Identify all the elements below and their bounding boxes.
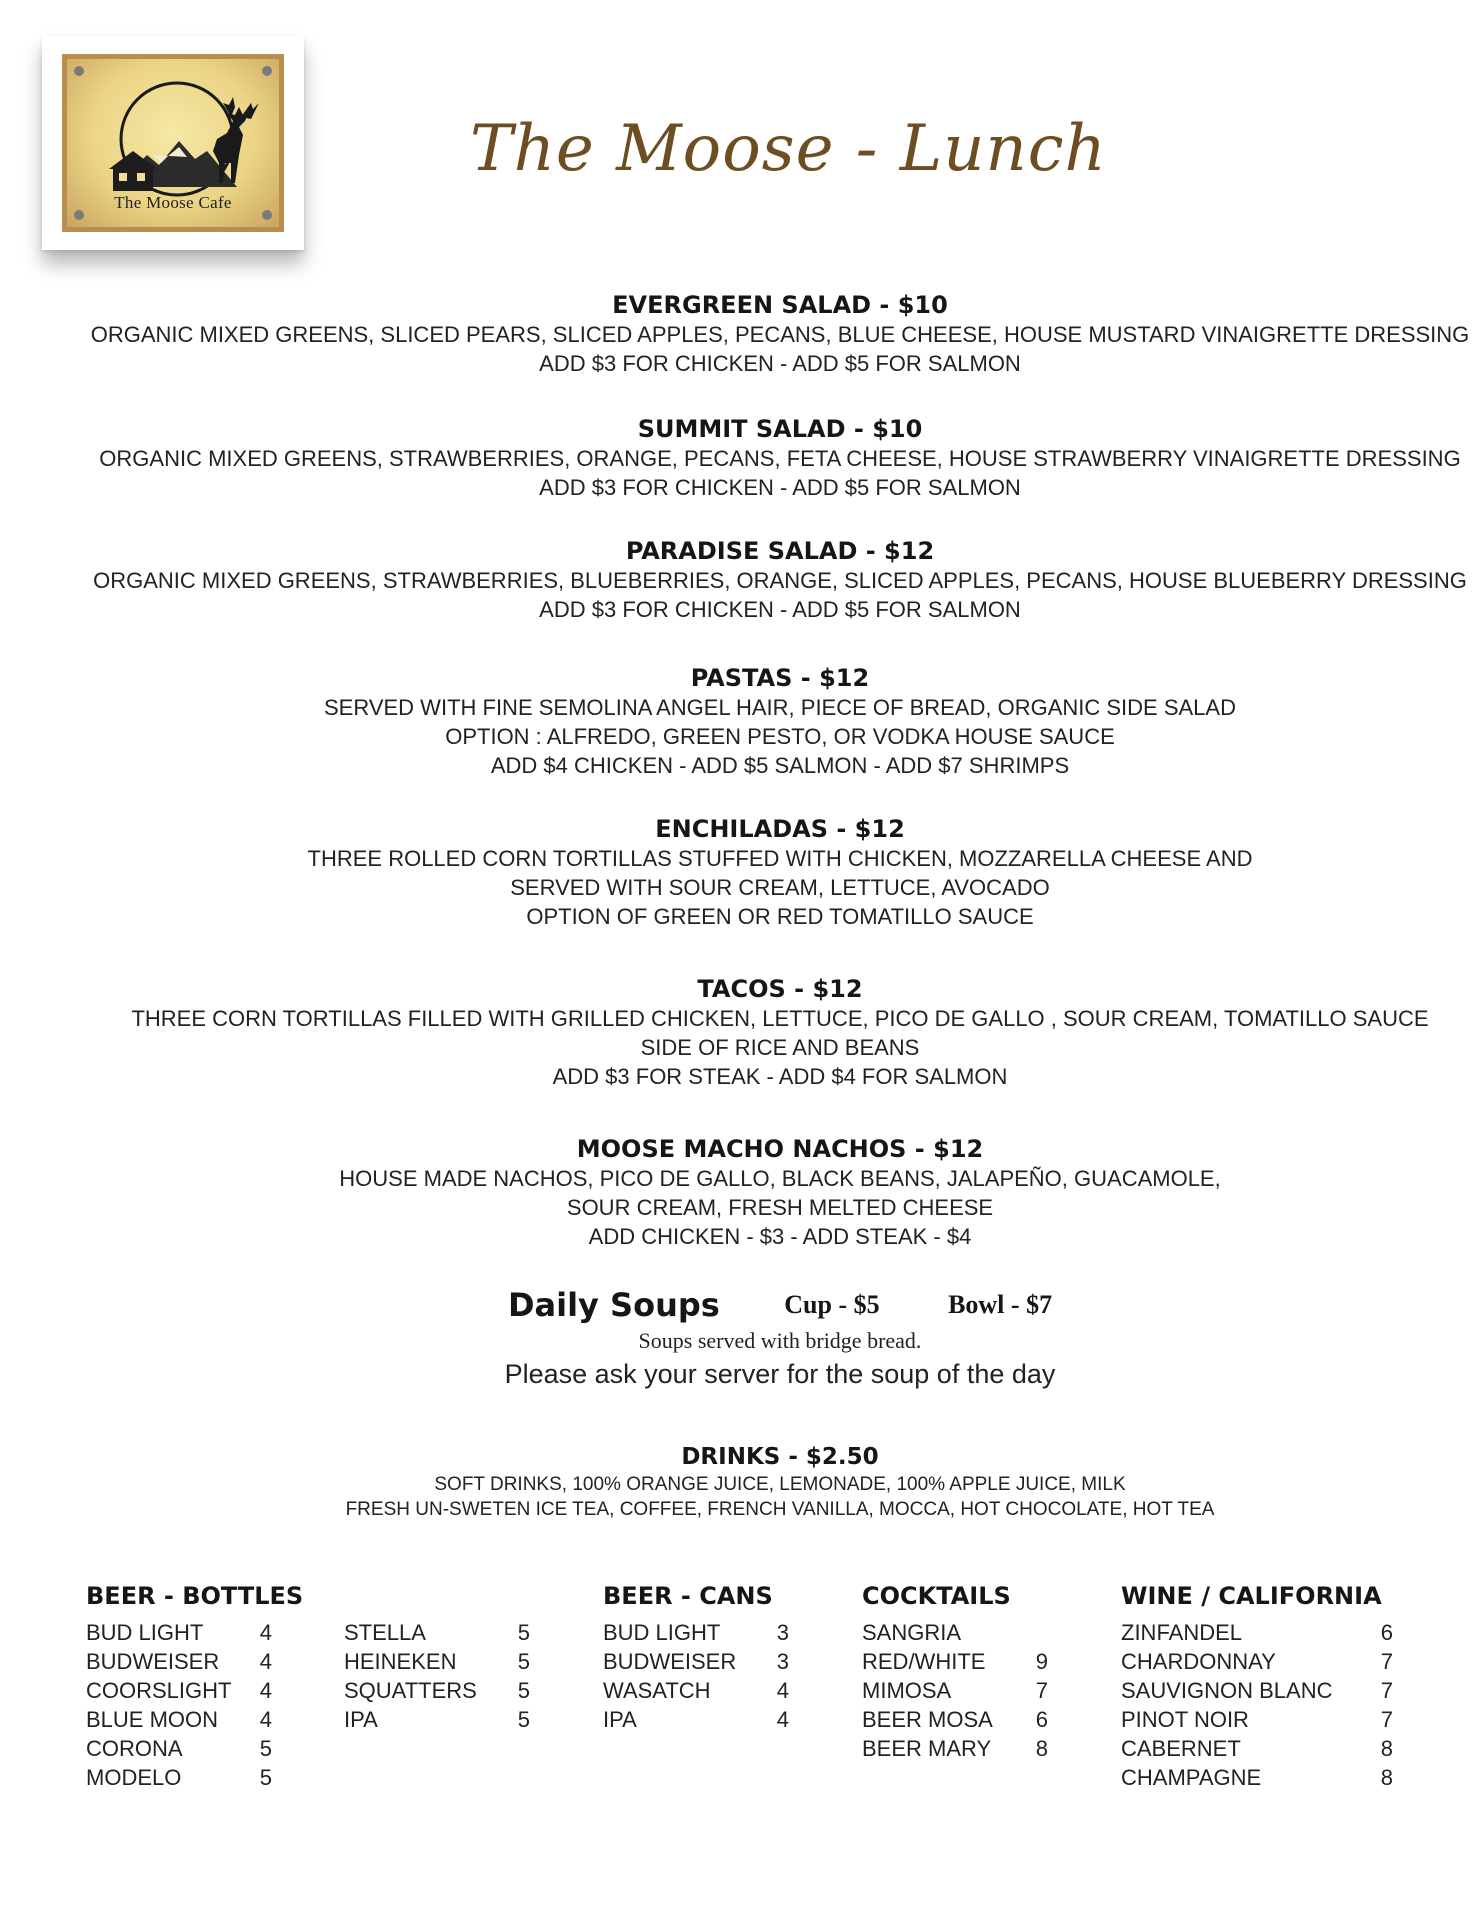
list-item <box>86 1676 272 1705</box>
daily-soups <box>70 1286 1484 1390</box>
beverage-name: RED/WHITE <box>862 1649 986 1674</box>
list-item <box>603 1705 789 1734</box>
soups-ask: Please ask your server for the soup of the day <box>504 1359 1056 1389</box>
soups-heading <box>70 1286 1484 1324</box>
beverage-name: MODELO <box>86 1765 182 1790</box>
drinks-list: FRESH UN-SWETEN ICE TEA, COFFEE, FRENCH VANILLA, MOCCA, HOT CHOCOLATE, HOT TEA <box>345 1499 1215 1520</box>
beverage-name: CHARDONNAY <box>1121 1649 1276 1674</box>
beverage-price: 7 <box>1380 1649 1393 1674</box>
menu-item-description: ORGANIC MIXED GREENS, STRAWBERRIES, BLUEBERRIES, ORANGE, SLICED APPLES, PECANS, HOUSE BLUEBERRY DRESSING <box>93 568 1467 593</box>
list-item <box>862 1618 1048 1647</box>
list-item <box>603 1618 789 1647</box>
beverage-name: BEER MOSA <box>862 1707 993 1732</box>
menu-item-name: PASTAS - $12 <box>690 664 870 692</box>
menu-item-side: SIDE OF RICE AND BEANS <box>640 1035 920 1060</box>
beverage-name: BLUE MOON <box>86 1707 219 1732</box>
beverage-name: STELLA <box>344 1620 426 1645</box>
menu-item <box>70 663 1484 780</box>
beverage-price: 8 <box>1380 1736 1393 1761</box>
soups-bowl-price: Bowl - $7 <box>948 1290 1053 1319</box>
menu-item-name: ENCHILADAS - $12 <box>655 815 905 843</box>
menu-item-name: EVERGREEN SALAD - $10 <box>612 291 948 319</box>
list-item <box>86 1763 272 1792</box>
wine-heading: WINE / CALIFORNIA <box>1121 1582 1382 1610</box>
beverage-price: 4 <box>259 1649 272 1674</box>
cocktails-heading: COCKTAILS <box>862 1582 1011 1610</box>
list-item <box>603 1647 789 1676</box>
beverage-name: BUDWEISER <box>603 1649 737 1674</box>
beverage-name: BEER MARY <box>862 1736 992 1761</box>
beverage-name: SAUVIGNON BLANC <box>1121 1678 1333 1703</box>
list-item <box>603 1676 789 1705</box>
beverage-price: 5 <box>517 1620 530 1645</box>
logo-text: The Moose Cafe <box>114 193 232 212</box>
menu-item-name: PARADISE SALAD - $12 <box>625 537 935 565</box>
beer-bottles-list-2 <box>344 1618 530 1734</box>
beverage-price: 4 <box>259 1620 272 1645</box>
beverage-name: IPA <box>344 1707 378 1732</box>
beverage-price: 4 <box>776 1707 789 1732</box>
wine-list <box>1121 1618 1393 1792</box>
menu-item-name: SUMMIT SALAD - $10 <box>637 415 923 443</box>
menu-item-description: SOUR CREAM, FRESH MELTED CHEESE <box>566 1195 994 1220</box>
beverage-price: 5 <box>517 1649 530 1674</box>
drinks-section <box>70 1442 1484 1522</box>
beverage-price: 4 <box>259 1707 272 1732</box>
beverage-name: HEINEKEN <box>344 1649 457 1674</box>
menu-item-addon: ADD $4 CHICKEN - ADD $5 SALMON - ADD $7 SHRIMPS <box>490 753 1070 778</box>
beverage-name: MIMOSA <box>862 1678 952 1703</box>
menu-item-addon: ADD $3 FOR CHICKEN - ADD $5 FOR SALMON <box>539 351 1021 376</box>
list-item <box>862 1734 1048 1763</box>
soups-note: Soups served with bridge bread. <box>638 1328 922 1353</box>
beverage-name: WASATCH <box>603 1678 711 1703</box>
beverage-name: PINOT NOIR <box>1121 1707 1249 1732</box>
menu-item-addon: ADD $3 FOR CHICKEN - ADD $5 FOR SALMON <box>539 597 1021 622</box>
beverage-name: SANGRIA <box>862 1620 962 1645</box>
menu-item-addon: ADD $3 FOR CHICKEN - ADD $5 FOR SALMON <box>539 475 1021 500</box>
list-item <box>862 1647 1048 1676</box>
beverage-price: 3 <box>776 1620 789 1645</box>
beverage-price: 4 <box>776 1678 789 1703</box>
menu-item-description: ORGANIC MIXED GREENS, STRAWBERRIES, ORANGE, PECANS, FETA CHEESE, HOUSE STRAWBERRY VINAIGRETTE DRESSING <box>99 446 1461 471</box>
logo-board <box>62 54 284 232</box>
beverage-name: BUD LIGHT <box>603 1620 721 1645</box>
soups-cup-price: Cup - $5 <box>784 1290 880 1319</box>
menu-item-name: MOOSE MACHO NACHOS - $12 <box>576 1135 984 1163</box>
soups-title: Daily Soups <box>507 1286 720 1324</box>
beverage-name: CABERNET <box>1121 1736 1241 1761</box>
menu-item <box>70 974 1484 1091</box>
cocktails-list <box>862 1618 1048 1763</box>
menu-item-name: TACOS - $12 <box>697 975 863 1003</box>
list-item <box>344 1618 530 1647</box>
list-item <box>86 1618 272 1647</box>
list-item <box>1121 1763 1393 1792</box>
menu-item-description: ORGANIC MIXED GREENS, SLICED PEARS, SLICED APPLES, PECANS, BLUE CHEESE, HOUSE MUSTARD VINAIGRETTE DRESSING <box>90 322 1470 347</box>
menu-item-addon: ADD CHICKEN - $3 - ADD STEAK - $4 <box>588 1224 972 1249</box>
logo <box>42 36 304 250</box>
list-item <box>1121 1705 1393 1734</box>
beverage-price: 9 <box>1035 1649 1048 1674</box>
beverage-price: 8 <box>1380 1765 1393 1790</box>
beverage-name: BUDWEISER <box>86 1649 220 1674</box>
beer-cans-list <box>603 1618 789 1734</box>
beer-bottles-heading: BEER - BOTTLES <box>86 1582 304 1610</box>
beverage-name: ZINFANDEL <box>1121 1620 1243 1645</box>
beer-bottles-list <box>86 1618 272 1792</box>
list-item <box>86 1705 272 1734</box>
menu-item-description: HOUSE MADE NACHOS, PICO DE GALLO, BLACK BEANS, JALAPEÑO, GUACAMOLE, <box>339 1166 1221 1191</box>
list-item <box>1121 1734 1393 1763</box>
menu-item <box>70 536 1484 624</box>
beverage-name: SQUATTERS <box>344 1678 477 1703</box>
menu-item <box>70 290 1484 378</box>
beverage-name: CHAMPAGNE <box>1121 1765 1262 1790</box>
list-item <box>344 1676 530 1705</box>
menu-item-option: OPTION OF GREEN OR RED TOMATILLO SAUCE <box>526 904 1034 929</box>
beverage-price: 7 <box>1380 1678 1393 1703</box>
menu-item-description: SERVED WITH SOUR CREAM, LETTUCE, AVOCADO <box>510 875 1050 900</box>
drinks-list: SOFT DRINKS, 100% ORANGE JUICE, LEMONADE, 100% APPLE JUICE, MILK <box>434 1474 1126 1495</box>
menu-item <box>70 414 1484 502</box>
beverage-name: IPA <box>603 1707 637 1732</box>
beverage-price: 6 <box>1380 1620 1393 1645</box>
list-item <box>1121 1676 1393 1705</box>
list-item <box>86 1734 272 1763</box>
beverage-price: 5 <box>259 1736 272 1761</box>
list-item <box>1121 1647 1393 1676</box>
list-item <box>344 1705 530 1734</box>
menu-item-addon: ADD $3 FOR STEAK - ADD $4 FOR SALMON <box>552 1064 1008 1089</box>
beverage-price: 5 <box>517 1707 530 1732</box>
beverage-price: 8 <box>1035 1736 1048 1761</box>
beverage-price: 5 <box>517 1678 530 1703</box>
beverage-price: 7 <box>1035 1678 1048 1703</box>
beverage-price: 4 <box>259 1678 272 1703</box>
menu-item-description: SERVED WITH FINE SEMOLINA ANGEL HAIR, PIECE OF BREAD, ORGANIC SIDE SALAD <box>324 695 1236 720</box>
beverage-name: COORSLIGHT <box>86 1678 232 1703</box>
list-item <box>1121 1618 1393 1647</box>
drinks-name: DRINKS - $2.50 <box>681 1444 879 1470</box>
beverage-price: 3 <box>776 1649 789 1674</box>
list-item <box>344 1647 530 1676</box>
beverage-name: BUD LIGHT <box>86 1620 204 1645</box>
menu-item <box>70 814 1484 931</box>
page-title: The Moose - Lunch <box>470 112 1107 186</box>
menu-item-option: OPTION : ALFREDO, GREEN PESTO, OR VODKA HOUSE SAUCE <box>445 724 1115 749</box>
list-item <box>862 1676 1048 1705</box>
menu-item <box>70 1134 1484 1251</box>
list-item <box>86 1647 272 1676</box>
beer-cans-heading: BEER - CANS <box>603 1582 773 1610</box>
beverage-price: 7 <box>1380 1707 1393 1732</box>
list-item <box>862 1705 1048 1734</box>
beverage-price: 6 <box>1035 1707 1048 1732</box>
menu-item-description: THREE ROLLED CORN TORTILLAS STUFFED WITH CHICKEN, MOZZARELLA CHEESE AND <box>307 846 1253 871</box>
beverage-price: 5 <box>259 1765 272 1790</box>
menu-item-description: THREE CORN TORTILLAS FILLED WITH GRILLED CHICKEN, LETTUCE, PICO DE GALLO , SOUR CREAM, TOMATILLO SAUCE <box>131 1006 1429 1031</box>
beverage-name: CORONA <box>86 1736 183 1761</box>
